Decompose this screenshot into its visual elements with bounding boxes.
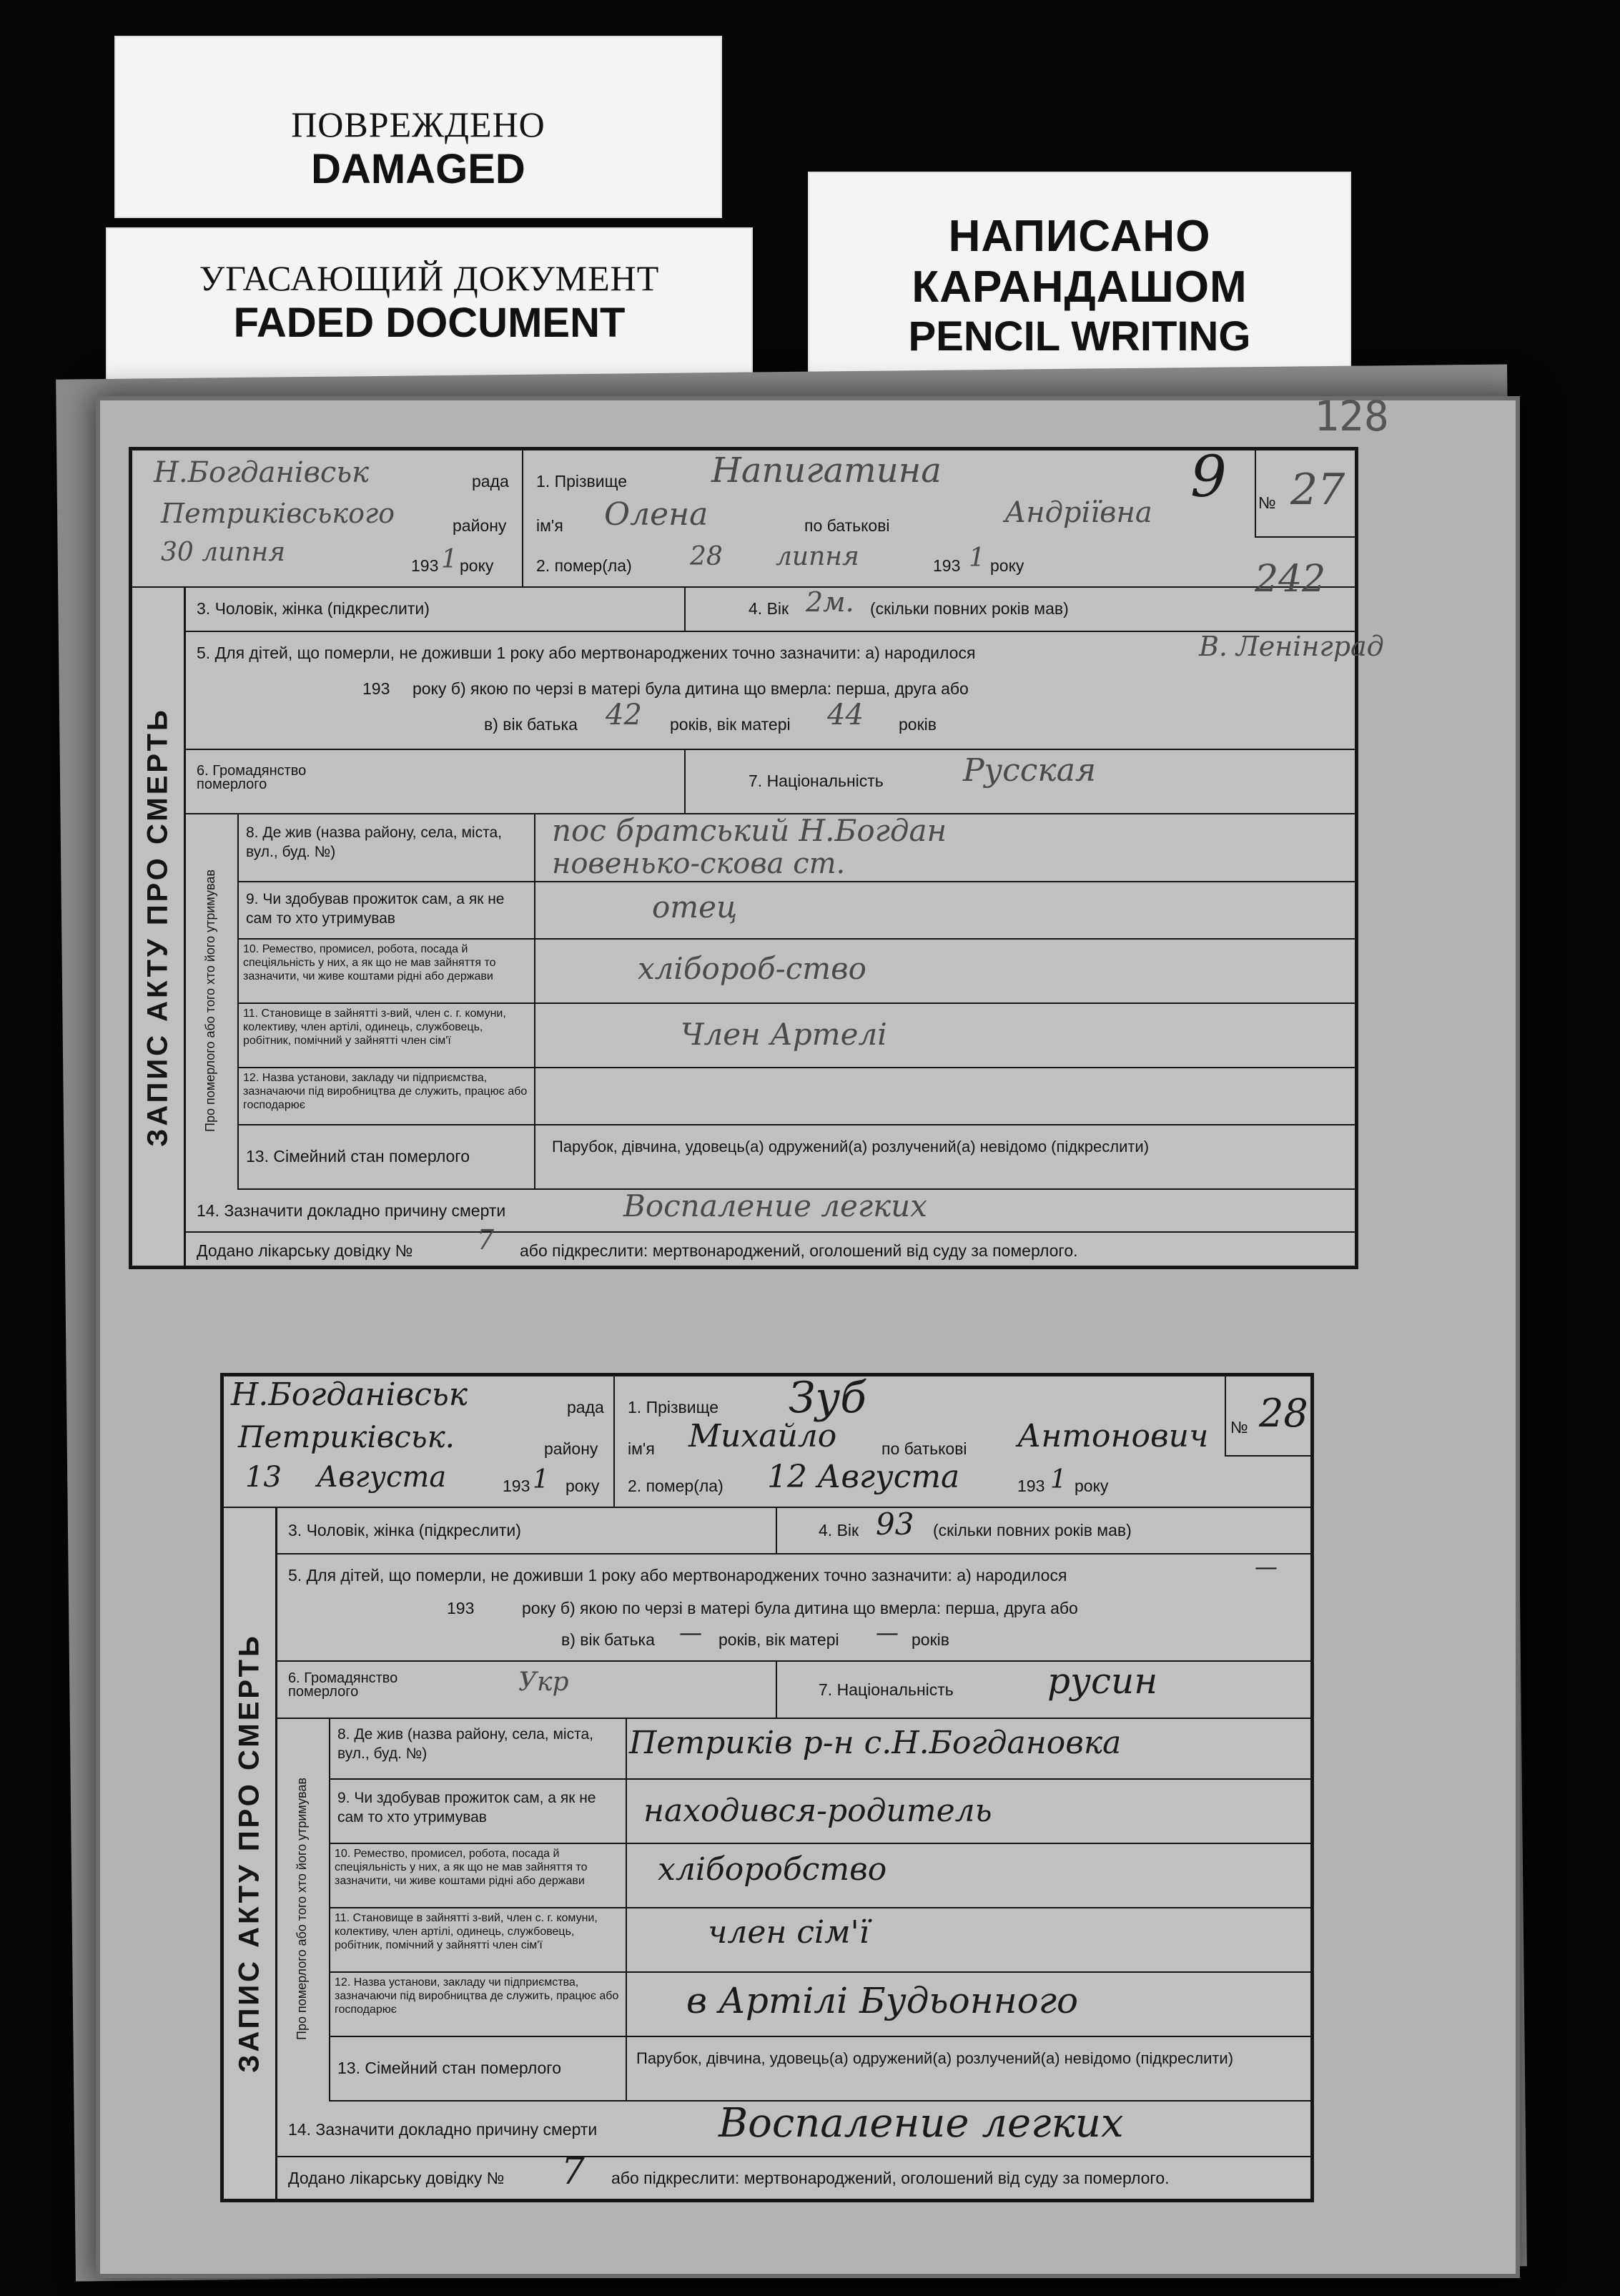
year-label: 193 xyxy=(411,556,439,575)
residence-label: 8. Де жив (назва району, села, міста, вул., буд. №) xyxy=(246,824,502,860)
patronymic-value: Антонович xyxy=(1017,1418,1209,1454)
support-label: 9. Чи здобував прожиток сам, а як не сам то хто утримував xyxy=(246,891,505,927)
row-support xyxy=(329,1778,1310,1844)
patronymic-label: по батькові xyxy=(804,516,890,535)
support-value: отец xyxy=(652,890,738,925)
footer-cert-note: або підкреслити: мертвонароджений, оголошений від суду за померлого. xyxy=(611,2169,1170,2187)
row-workplace xyxy=(329,1971,1310,2037)
children-father-label: в) вік батька xyxy=(484,715,578,734)
age-value: 2м. xyxy=(806,586,854,618)
row-citizenship xyxy=(184,749,1355,814)
reg-day-value: 13 xyxy=(245,1461,282,1494)
number-value: 28 xyxy=(1259,1391,1308,1436)
citizenship-value: Укр xyxy=(518,1667,569,1697)
number-label: № xyxy=(1258,493,1276,512)
page-number: 128 xyxy=(1314,392,1389,440)
row-support xyxy=(237,881,1355,940)
children-line1: 5. Для дітей, що померли, не доживши 1 року або мертвонароджених точно зазначити: а) народилося xyxy=(288,1566,1067,1585)
age-note: (скільки повних років мав) xyxy=(933,1521,1132,1539)
children-years-label: років xyxy=(899,715,937,734)
workplace-label: 12. Назва установи, закладу чи підприємства, зазначаючи під виробництва де служить, працює або господарює xyxy=(335,1976,619,2016)
father-age-value: 42 xyxy=(606,699,642,731)
row-marital xyxy=(237,1124,1355,1190)
district-value: Петриківськ. xyxy=(238,1419,455,1454)
mother-age-value: 44 xyxy=(827,699,864,731)
marital-label: 13. Сімейний стан померлого xyxy=(246,1147,470,1166)
occupation-value: хліборобство xyxy=(658,1851,887,1888)
roku-label: року xyxy=(460,556,494,575)
row-sex-age xyxy=(275,1507,1310,1555)
father-age-value: — xyxy=(679,1619,702,1646)
status-label: 11. Становище в зайнятті з-вий, член с. г. комуни, колективу, член артілі, одинець, службовець, робітник, помічний у зайнятті член сім'ї xyxy=(335,1912,598,1951)
death-record-1 xyxy=(129,443,1384,1269)
mother-age-value: — xyxy=(876,1619,899,1646)
children-years-label: років xyxy=(912,1630,949,1649)
council-value: Н.Богданівськ xyxy=(154,456,369,489)
nationality-value: Русская xyxy=(963,752,1097,789)
reg-date-value: 30 липня xyxy=(161,538,286,567)
died-year-prefix: 193 xyxy=(1017,1477,1045,1495)
age-label: 4. Вік xyxy=(819,1521,859,1539)
damaged-tag xyxy=(114,36,722,218)
born-value: В. Ленінград xyxy=(1199,631,1384,662)
roku-label: року xyxy=(565,1477,600,1495)
row-residence xyxy=(329,1718,1310,1780)
nationality-label: 7. Національність xyxy=(749,772,884,790)
children-mother-label: років, вік матері xyxy=(718,1630,839,1649)
cause-label: 14. Зазначити докладно причину смерти xyxy=(197,1201,506,1220)
name-value: Олена xyxy=(604,496,708,533)
footer-cert-label: Додано лікарську довідку № xyxy=(197,1241,413,1260)
surname-label: 1. Прізвище xyxy=(536,472,628,491)
header-row xyxy=(224,1373,1310,1508)
reg-year-value: 1 xyxy=(533,1465,549,1494)
name-value: Михайло xyxy=(688,1418,837,1454)
nationality-value: русин xyxy=(1047,1660,1158,1702)
death-record-2 xyxy=(220,1373,1314,2202)
age-label: 4. Вік xyxy=(749,599,789,618)
record-title: ЗАПИС АКТУ ПРО СМЕРТЬ xyxy=(142,706,174,1147)
pencil-tag-ru2: КАРАНДАШОМ xyxy=(912,262,1248,312)
died-roku-label: року xyxy=(990,556,1024,575)
pencil-writing-tag xyxy=(808,172,1351,386)
marital-options: Парубок, дівчина, удовець(а) одружений(а) розлучений(а) невідомо (підкреслити) xyxy=(636,2049,1234,2067)
reg-month-value: Августа xyxy=(317,1461,447,1494)
row-occupation xyxy=(237,938,1355,1004)
died-year-value: 1 xyxy=(969,543,985,573)
nationality-label: 7. Національність xyxy=(819,1680,954,1699)
pencil-tag-en: PENCIL WRITING xyxy=(908,313,1251,360)
cert-value: 7 xyxy=(561,2150,586,2193)
children-line2: року б) якою по черзі в матері була дитина що вмерла: перша, друга або xyxy=(413,679,969,698)
name-label: ім'я xyxy=(536,516,563,535)
row-marital xyxy=(329,2036,1310,2102)
status-label: 11. Становище в зайнятті з-вий, член с. г. комуни, колективу, член артілі, одинець, службовець, робітник, помічний у зайнятті член сім'ї xyxy=(243,1007,506,1047)
row-cause xyxy=(275,2100,1310,2157)
row-cause xyxy=(184,1188,1355,1233)
damaged-tag-en: DAMAGED xyxy=(311,146,525,192)
children-father-label: в) вік батька xyxy=(561,1630,655,1649)
children-line1: 5. Для дітей, що померли, не доживши 1 року або мертвонароджених точно зазначити: а) народилося xyxy=(197,644,976,662)
record-title: ЗАПИС АКТУ ПРО СМЕРТЬ xyxy=(233,1632,265,2073)
died-label: 2. помер(ла) xyxy=(628,1477,723,1495)
row-children xyxy=(184,631,1384,750)
rada-label: рада xyxy=(567,1398,604,1416)
status-value: Член Артелі xyxy=(681,1017,887,1052)
person-sidebar xyxy=(275,1718,330,2100)
year-label: 193 xyxy=(503,1477,530,1495)
record-title-sidebar xyxy=(132,588,186,1266)
surname-value: Напигатина xyxy=(711,450,942,491)
surname-value: Зуб xyxy=(789,1373,866,1423)
died-day-value: 12 xyxy=(767,1459,807,1495)
row-residence xyxy=(237,813,1355,882)
born-value: — xyxy=(1255,1553,1278,1580)
died-label: 2. помер(ла) xyxy=(536,556,632,575)
cause-value: Воспаление легких xyxy=(623,1188,927,1223)
age-value: 93 xyxy=(876,1507,914,1542)
age-note: (скільки повних років мав) xyxy=(870,599,1069,618)
row-occupation xyxy=(329,1843,1310,1908)
row-status xyxy=(329,1907,1310,1973)
citizenship-label: 6. Громадянство померлого xyxy=(288,1670,398,1700)
residence-value-2: новенько-скова ст. xyxy=(552,847,846,880)
patronymic-value: Андріївна xyxy=(1004,496,1152,529)
faded-tag-en: FADED DOCUMENT xyxy=(233,300,626,346)
children-mother-label: років, вік матері xyxy=(670,715,791,734)
record-title-sidebar xyxy=(224,1507,277,2199)
patronymic-label: по батькові xyxy=(881,1439,967,1458)
faded-document-tag xyxy=(106,227,753,385)
residence-label: 8. Де жив (назва району, села, міста, вул., буд. №) xyxy=(337,1726,593,1762)
row-workplace xyxy=(237,1067,1355,1125)
number-value: 27 xyxy=(1290,465,1345,515)
number-correction: 9 xyxy=(1190,443,1227,510)
faded-tag-ru: УГАСАЮЩИЙ ДОКУМЕНТ xyxy=(199,258,660,298)
cause-value: Воспаление легких xyxy=(718,2100,1124,2147)
district-value: Петриківського xyxy=(161,498,395,529)
damaged-tag-ru: ПОВРЕЖДЕНО xyxy=(291,104,545,144)
footer-cert-note: або підкреслити: мертвонароджений, оголошений від суду за померлого. xyxy=(520,1241,1078,1260)
row-status xyxy=(237,1002,1355,1068)
support-value: находився-родитель xyxy=(643,1793,992,1829)
cause-label: 14. Зазначити докладно причину смерти xyxy=(288,2120,598,2139)
footer-row xyxy=(184,1224,1355,1266)
died-roku-label: року xyxy=(1075,1477,1109,1495)
sex-label: 3. Чоловік, жінка (підкреслити) xyxy=(288,1521,521,1539)
died-month-value: липня xyxy=(776,542,859,571)
row-sex-age xyxy=(184,586,1355,632)
header-row xyxy=(132,443,1355,588)
number-label: № xyxy=(1230,1418,1248,1437)
person-sidebar-label: Про померлого або того хто його утримував xyxy=(295,1778,310,2040)
died-year-prefix: 193 xyxy=(933,556,961,575)
name-label: ім'я xyxy=(628,1439,655,1458)
occupation-label: 10. Ремество, промисел, робота, посада й спеціяльність у них, а як що не мав зайняття то зазначити, чи живе коштами рідні або держави xyxy=(243,943,496,982)
council-value: Н.Богданівськ xyxy=(231,1376,468,1413)
reg-year-value: 1 xyxy=(441,545,458,574)
cert-value: 7 xyxy=(477,1224,495,1256)
person-sidebar xyxy=(184,813,239,1188)
children-line2: року б) якою по черзі в матері була дитина що вмерла: перша, друга або xyxy=(522,1599,1078,1617)
surname-label: 1. Прізвище xyxy=(628,1398,719,1416)
children-year: 193 xyxy=(447,1599,475,1617)
residence-value: Петриків р-н с.Н.Богдановка xyxy=(629,1725,1122,1761)
person-sidebar-label: Про померлого або того хто його утримував xyxy=(203,869,218,1132)
died-day-value: 28 xyxy=(690,542,723,571)
footer-row xyxy=(275,2150,1310,2195)
workplace-label: 12. Назва установи, закладу чи підприємства, зазначаючи під виробництва де служить, працює або господарює xyxy=(243,1072,528,1111)
marital-label: 13. Сімейний стан померлого xyxy=(337,2059,561,2077)
marital-options: Парубок, дівчина, удовець(а) одружений(а) розлучений(а) невідомо (підкреслити) xyxy=(552,1138,1150,1156)
died-month-value: Августа xyxy=(817,1459,960,1495)
citizenship-label: 6. Громадянство померлого xyxy=(197,763,307,792)
rayonu-label: району xyxy=(544,1439,598,1458)
children-year: 193 xyxy=(362,679,390,698)
died-year-value: 1 xyxy=(1050,1465,1067,1494)
status-value: член сім'ї xyxy=(708,1914,869,1951)
row-children xyxy=(275,1553,1310,1662)
workplace-value: в Артілі Будьонного xyxy=(686,1980,1079,2021)
support-label: 9. Чи здобував прожиток сам, а як не сам то хто утримував xyxy=(337,1790,596,1826)
rayonu-label: району xyxy=(453,516,507,535)
side-number: 242 xyxy=(1255,558,1326,601)
row-citizenship xyxy=(275,1660,1310,1719)
residence-value-1: пос братський Н.Богдан xyxy=(552,813,947,848)
rada-label: рада xyxy=(472,472,509,491)
footer-cert-label: Додано лікарську довідку № xyxy=(288,2169,505,2187)
pencil-tag-ru1: НАПИСАНО xyxy=(948,212,1211,261)
occupation-label: 10. Ремество, промисел, робота, посада й спеціяльність у них, а як що не мав зайняття то зазначити, чи живе коштами рідні або держави xyxy=(335,1848,588,1887)
sex-label: 3. Чоловік, жінка (підкреслити) xyxy=(197,599,430,618)
occupation-value: хлібороб-ство xyxy=(638,951,866,986)
